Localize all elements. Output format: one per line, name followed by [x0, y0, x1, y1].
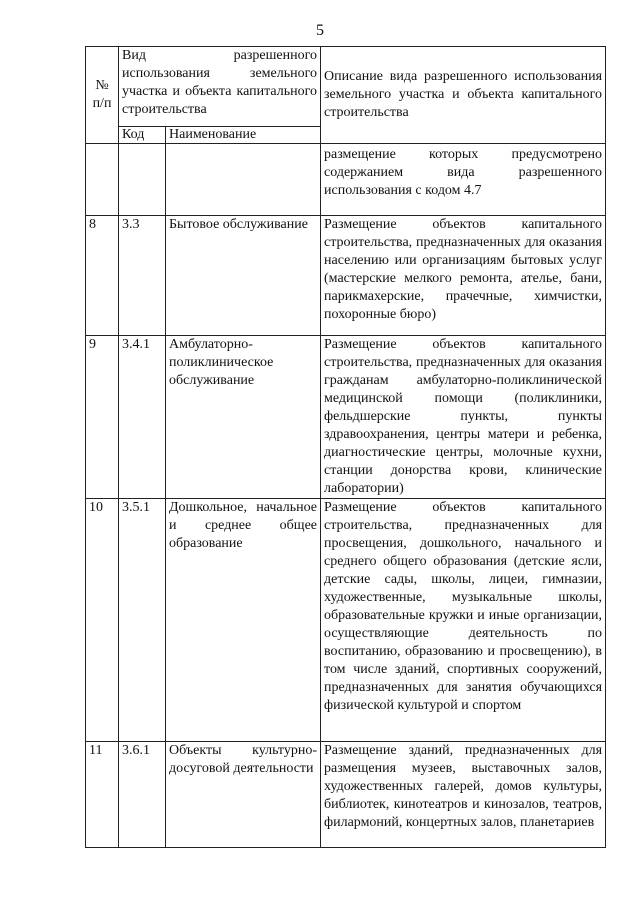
table-row [86, 144, 606, 216]
row-num: 9 [86, 336, 119, 499]
row-num: 11 [86, 742, 119, 848]
row-code: 3.4.1 [119, 336, 166, 499]
row-num [86, 144, 119, 216]
header-group: Вид разрешенного использования земельного участка и объекта капитального строительства [119, 47, 321, 127]
header-name: Наименование [166, 127, 321, 144]
page-number: 5 [316, 22, 324, 39]
row-name [166, 144, 321, 216]
header-num: № п/п [86, 47, 119, 144]
row-name: Дошкольное, начальное и среднее общее образование [166, 499, 321, 742]
table-row [86, 336, 606, 499]
row-description: размещение которых предусмотрено содержанием вида разрешенного использования с кодом 4.7 [321, 144, 606, 216]
row-code: 3.3 [119, 216, 166, 336]
row-description: Размещение зданий, предназначенных для размещения музеев, выставочных залов, художественных галерей, домов культуры, библиотек, кинотеатров и кинозалов, театров, филармоний, концертных залов, планетариев [321, 742, 606, 848]
row-name: Объекты культурно-досуговой деятельности [166, 742, 321, 848]
table-row [86, 742, 606, 848]
row-code: 3.6.1 [119, 742, 166, 848]
row-num: 8 [86, 216, 119, 336]
row-code [119, 144, 166, 216]
header-description: Описание вида разрешенного использования земельного участка и объекта капитального строительства [321, 47, 606, 144]
row-name: Амбулаторно-поликлиническое обслуживание [166, 336, 321, 499]
row-code: 3.5.1 [119, 499, 166, 742]
row-description: Размещение объектов капитального строительства, предназначенных для оказания населению или организациям бытовых услуг (мастерские мелкого ремонта, ателье, бани, парикмахерские, прачечные, химчистки, похоронные бюро) [321, 216, 606, 336]
row-name: Бытовое обслуживание [166, 216, 321, 336]
table-row [86, 499, 606, 742]
table-row [86, 216, 606, 336]
row-description: Размещение объектов капитального строительства, предназначенных для просвещения, дошкольного, начального и среднего общего образования (детские ясли, детские сады, школы, лицеи, гимназии, художественные, музыкальные школы, образовательные кружки и иные организации, осуществляющие деятельность по воспитанию, образованию и просвещению), в том числе зданий, спортивных сооружений, предназначенных для занятия обучающихся физической культурой и спортом [321, 499, 606, 742]
row-description: Размещение объектов капитального строительства, предназначенных для оказания гражданам амбулаторно-поликлинической медицинской помощи (поликлиники, фельдшерские пункты, пункты здравоохранения, центры матери и ребенка, диагностические центры, молочные кухни, станции донорства крови, клинические лаборатории) [321, 336, 606, 499]
land-use-table [85, 46, 606, 848]
table-header-row [86, 47, 606, 127]
header-code: Код [119, 127, 166, 144]
row-num: 10 [86, 499, 119, 742]
